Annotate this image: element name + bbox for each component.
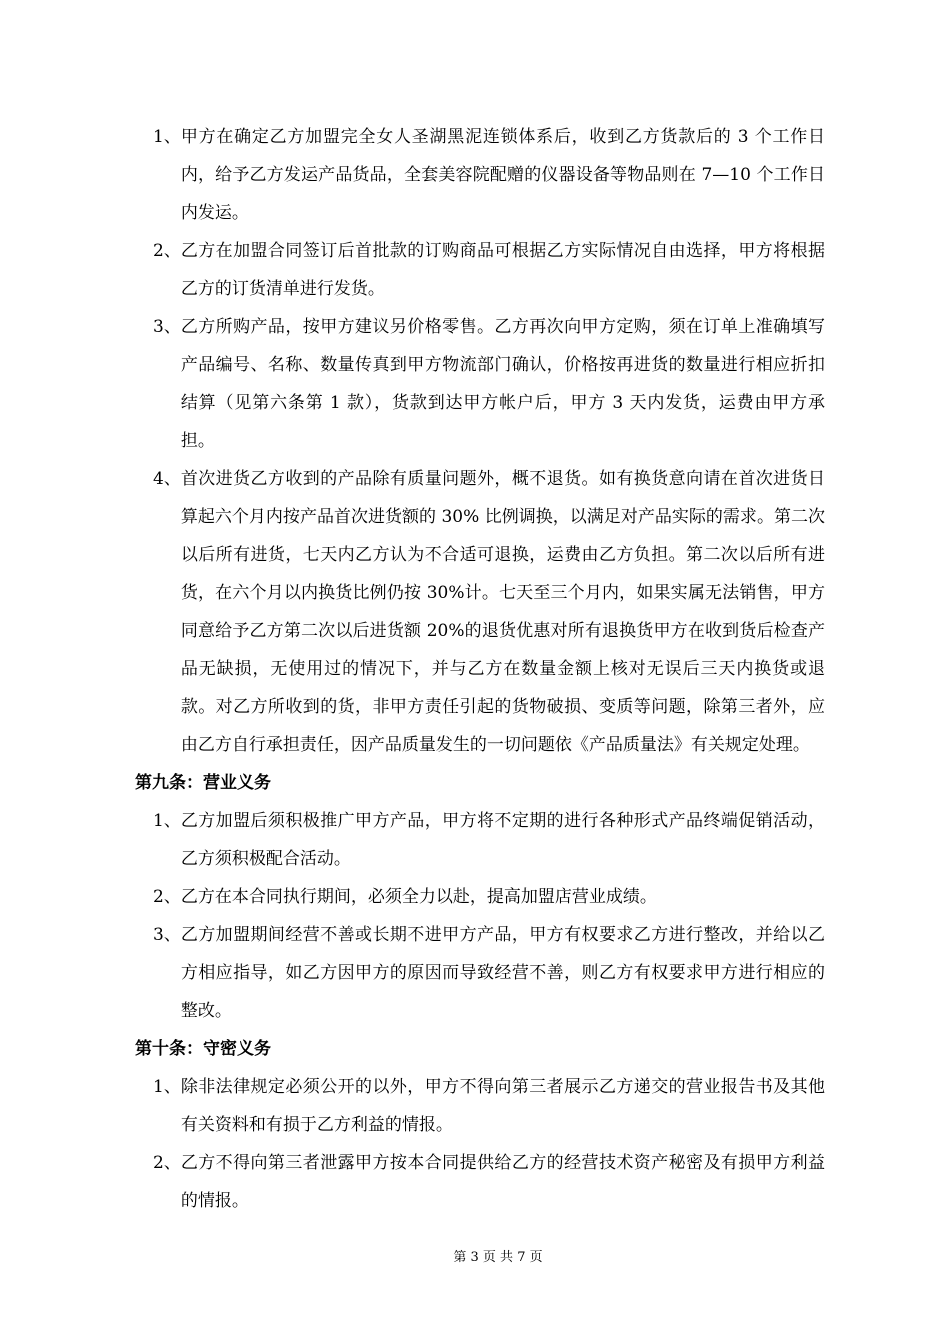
- clause-8-3: [135, 308, 825, 460]
- clause-8-2: [135, 232, 825, 308]
- clause-number: 2、: [153, 1153, 181, 1173]
- clause-number: 1、: [153, 127, 181, 147]
- clause-8-4: [135, 460, 825, 764]
- clause-text: 乙方不得向第三者泄露甲方按本合同提供给乙方的经营技术资产秘密及有损甲方利益的情报。: [180, 1153, 825, 1211]
- clause-10-2: [135, 1144, 825, 1220]
- clause-8-1: [135, 118, 825, 232]
- clause-text: 乙方在加盟合同签订后首批款的订购商品可根据乙方实际情况自由选择，甲方将根据乙方的订货清单进行发货。: [180, 241, 825, 299]
- clause-text: 乙方在本合同执行期间，必须全力以赴，提高加盟店营业成绩。: [180, 887, 657, 907]
- clause-text: 乙方加盟期间经营不善或长期不进甲方产品，甲方有权要求乙方进行整改，并给以乙方相应指导，如乙方因甲方的原因而导致经营不善，则乙方有权要求甲方进行相应的整改。: [180, 925, 825, 1021]
- clause-text: 乙方加盟后须积极推广甲方产品，甲方将不定期的进行各种形式产品终端促销活动，乙方须积极配合活动。: [180, 811, 825, 869]
- clause-number: 2、: [153, 887, 181, 907]
- section-heading-9: 第九条：营业义务: [135, 773, 271, 793]
- clause-number: 1、: [153, 811, 181, 831]
- clause-9-3: [135, 916, 825, 1030]
- clause-text: 除非法律规定必须公开的以外，甲方不得向第三者展示乙方递交的营业报告书及其他有关资料和有损于乙方利益的情报。: [180, 1077, 825, 1135]
- clause-text: 乙方所购产品，按甲方建议另价格零售。乙方再次向甲方定购，须在订单上准确填写产品编号、名称、数量传真到甲方物流部门确认，价格按再进货的数量进行相应折扣结算（见第六条第 1 款），货款到达甲方帐户后，甲方 3 天内发货，运费由甲方承担。: [180, 317, 825, 451]
- clause-10-1: [135, 1068, 825, 1144]
- clause-number: 2、: [153, 241, 181, 261]
- section-heading-10: 第十条：守密义务: [135, 1039, 271, 1059]
- clause-number: 3、: [153, 317, 181, 337]
- clause-text: 甲方在确定乙方加盟完全女人圣湖黑泥连锁体系后，收到乙方货款后的 3 个工作日内，给予乙方发运产品货品，全套美容院配赠的仪器设备等物品则在 7—10 个工作日内发运。: [180, 127, 825, 223]
- document-body: [135, 118, 825, 1220]
- clause-text: 首次进货乙方收到的产品除有质量问题外，概不退货。如有换货意向请在首次进货日算起六个月内按产品首次进货额的 30% 比例调换，以满足对产品实际的需求。第二次以后所有进货，七天内乙方认为不合适可退换，运费由乙方负担。第二次以后所有进货，在六个月以内换货比例仍按 30%计。七天至三个月内，如果实属无法销售，甲方同意给予乙方第二次以后进货额 20%的退货优惠对所有退换货甲方在收到货后检查产品无缺损，无使用过的情况下，并与乙方在数量金额上核对无误后三天内换货或退款。对乙方所收到的货，非甲方责任引起的货物破损、变质等问题，除第三者外，应由乙方自行承担责任，因产品质量发生的一切问题依《产品质量法》有关规定处理。: [180, 469, 825, 755]
- page-number-footer: 第 3 页 共 7 页: [453, 1250, 543, 1265]
- clause-number: 4、: [153, 469, 181, 489]
- clause-number: 3、: [153, 925, 181, 945]
- clause-9-1: [135, 802, 825, 878]
- clause-9-2: [135, 878, 825, 916]
- clause-number: 1、: [153, 1077, 181, 1097]
